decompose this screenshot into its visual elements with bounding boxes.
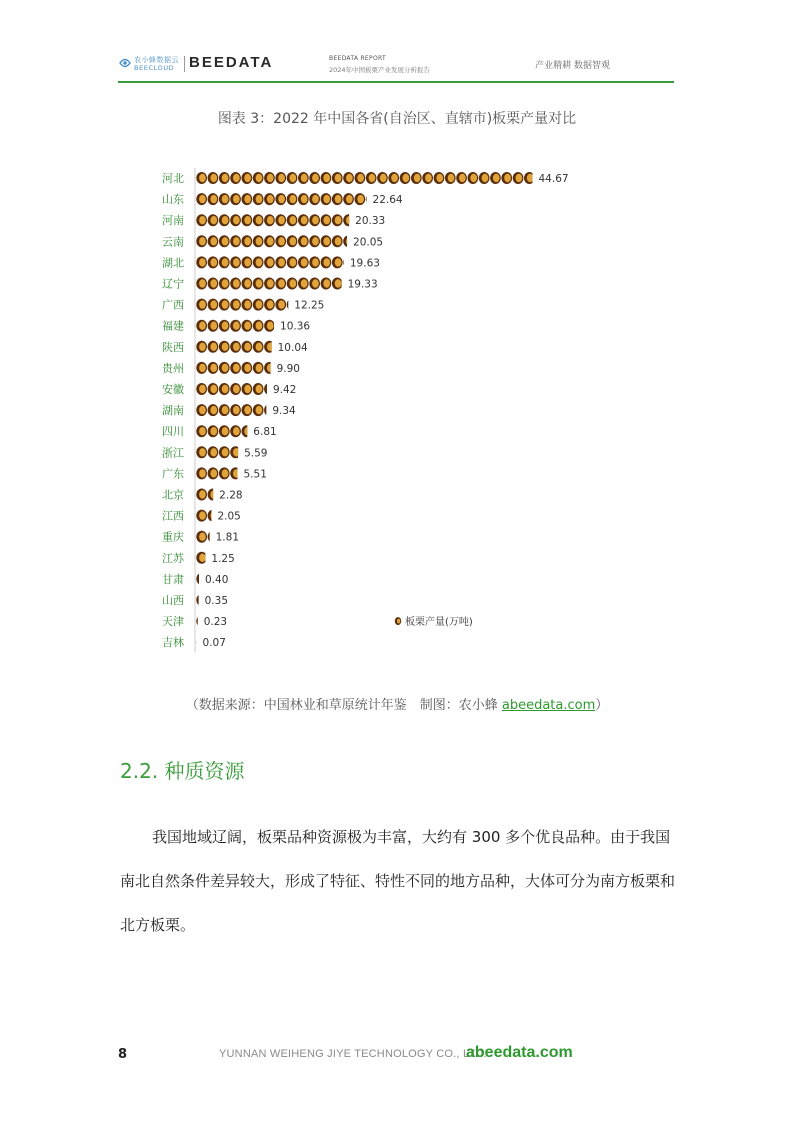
data-bar-四川 — [196, 425, 252, 437]
body-paragraph: 我国地域辽阔，板栗品种资源极为丰富，大约有 300 多个优良品种。由于我国南北自然条件差异较大，形成了特征、特性不同的地方品种，大体可分为南方板栗和北方板栗。 — [120, 828, 676, 934]
source-suffix: ） — [595, 698, 609, 713]
data-bar-河北 — [196, 172, 534, 184]
category-label: 江苏 — [162, 551, 184, 565]
data-label: 19.63 — [349, 257, 380, 270]
data-bar-湖南 — [196, 404, 275, 416]
data-label: 19.33 — [347, 278, 378, 291]
footer-company: YUNNAN WEIHENG JIYE TECHNOLOGY CO., LTD. — [219, 1048, 487, 1060]
data-label: 0.07 — [202, 637, 226, 650]
page-number: 8 — [118, 1047, 128, 1062]
data-bar-北京 — [196, 489, 218, 501]
data-bar-陕西 — [196, 341, 275, 353]
data-label: 6.81 — [253, 426, 277, 439]
data-label: 20.05 — [353, 236, 384, 249]
report-subtitle: 2024年中国板栗产业发展分析报告 — [329, 66, 431, 74]
data-label: 5.51 — [243, 468, 267, 481]
data-label: 0.35 — [204, 595, 229, 607]
data-label: 1.25 — [211, 552, 235, 565]
data-label: 2.05 — [217, 510, 241, 523]
category-label: 甘肃 — [162, 572, 184, 586]
category-label: 陕西 — [162, 340, 184, 354]
data-label: 20.33 — [355, 215, 386, 228]
data-label: 9.90 — [276, 362, 300, 375]
category-label: 云南 — [162, 235, 184, 249]
data-label: 0.40 — [205, 573, 229, 586]
data-label: 1.81 — [215, 531, 240, 544]
data-label: 44.67 — [538, 173, 569, 185]
data-bar-辽宁 — [196, 278, 342, 290]
data-bar-云南 — [196, 235, 354, 247]
category-label: 湖北 — [162, 256, 184, 270]
data-bar-浙江 — [196, 446, 241, 458]
data-bar-贵州 — [196, 362, 275, 374]
data-bar-广西 — [196, 299, 297, 311]
category-label: 山西 — [162, 594, 184, 607]
data-label: 9.42 — [272, 384, 297, 396]
category-label: 山东 — [162, 193, 184, 207]
header-tagline: 产业精耕 数据智观 — [535, 61, 610, 71]
category-label: 重庆 — [162, 530, 184, 544]
data-label: 0.23 — [203, 616, 228, 629]
source-prefix: （数据来源：中国林业和草原统计年鉴 制图：农小蜂 — [185, 698, 502, 713]
brand-logo: BEEDATA — [189, 54, 274, 71]
data-bar-江苏 — [196, 552, 207, 564]
category-label: 福建 — [162, 319, 184, 333]
category-label: 安徽 — [162, 383, 184, 396]
section-heading: 2.2. 种质资源 — [120, 759, 245, 783]
data-bar-山东 — [196, 193, 376, 205]
category-label: 湖南 — [162, 404, 184, 418]
data-bar-河南 — [196, 214, 354, 226]
data-label: 10.04 — [277, 341, 308, 354]
data-source-note — [0, 694, 794, 713]
legend-label: 板栗产量(万吨) — [405, 617, 473, 629]
category-label: 江西 — [162, 509, 184, 523]
data-bar-福建 — [196, 320, 275, 332]
data-bar-湖北 — [196, 256, 354, 268]
category-label: 浙江 — [162, 446, 184, 460]
category-label: 四川 — [162, 425, 184, 439]
category-label: 辽宁 — [162, 277, 184, 291]
source-link[interactable]: abeedata.com — [501, 698, 596, 713]
data-bar-广东 — [196, 467, 241, 479]
data-bar-江西 — [196, 510, 218, 522]
data-label: 2.28 — [219, 489, 243, 502]
logo-cn-text: 农小蜂数据云 — [134, 56, 179, 64]
category-label: 贵州 — [162, 361, 184, 375]
chart-title: 图表 3：2022 年中国各省(自治区、直辖市)板栗产量对比 — [217, 111, 577, 127]
category-label: 北京 — [162, 488, 184, 502]
category-label: 广西 — [162, 298, 184, 312]
data-label: 5.59 — [244, 447, 268, 460]
category-label: 广东 — [162, 467, 184, 481]
category-label: 河北 — [162, 172, 184, 185]
logo-en-text: BEECLOUD — [134, 64, 175, 72]
data-label: 9.34 — [272, 405, 296, 418]
data-label: 10.36 — [280, 320, 311, 333]
data-bar-安徽 — [196, 383, 275, 395]
category-label: 河南 — [162, 214, 184, 228]
footer-url[interactable]: abeedata.com — [466, 1044, 573, 1061]
data-label: 12.25 — [294, 299, 325, 312]
category-label: 天津 — [162, 615, 184, 629]
chart-legend — [395, 615, 473, 628]
data-label: 22.64 — [372, 194, 403, 207]
category-label: 吉林 — [162, 636, 184, 650]
report-title: BEEDATA REPORT — [329, 55, 386, 62]
